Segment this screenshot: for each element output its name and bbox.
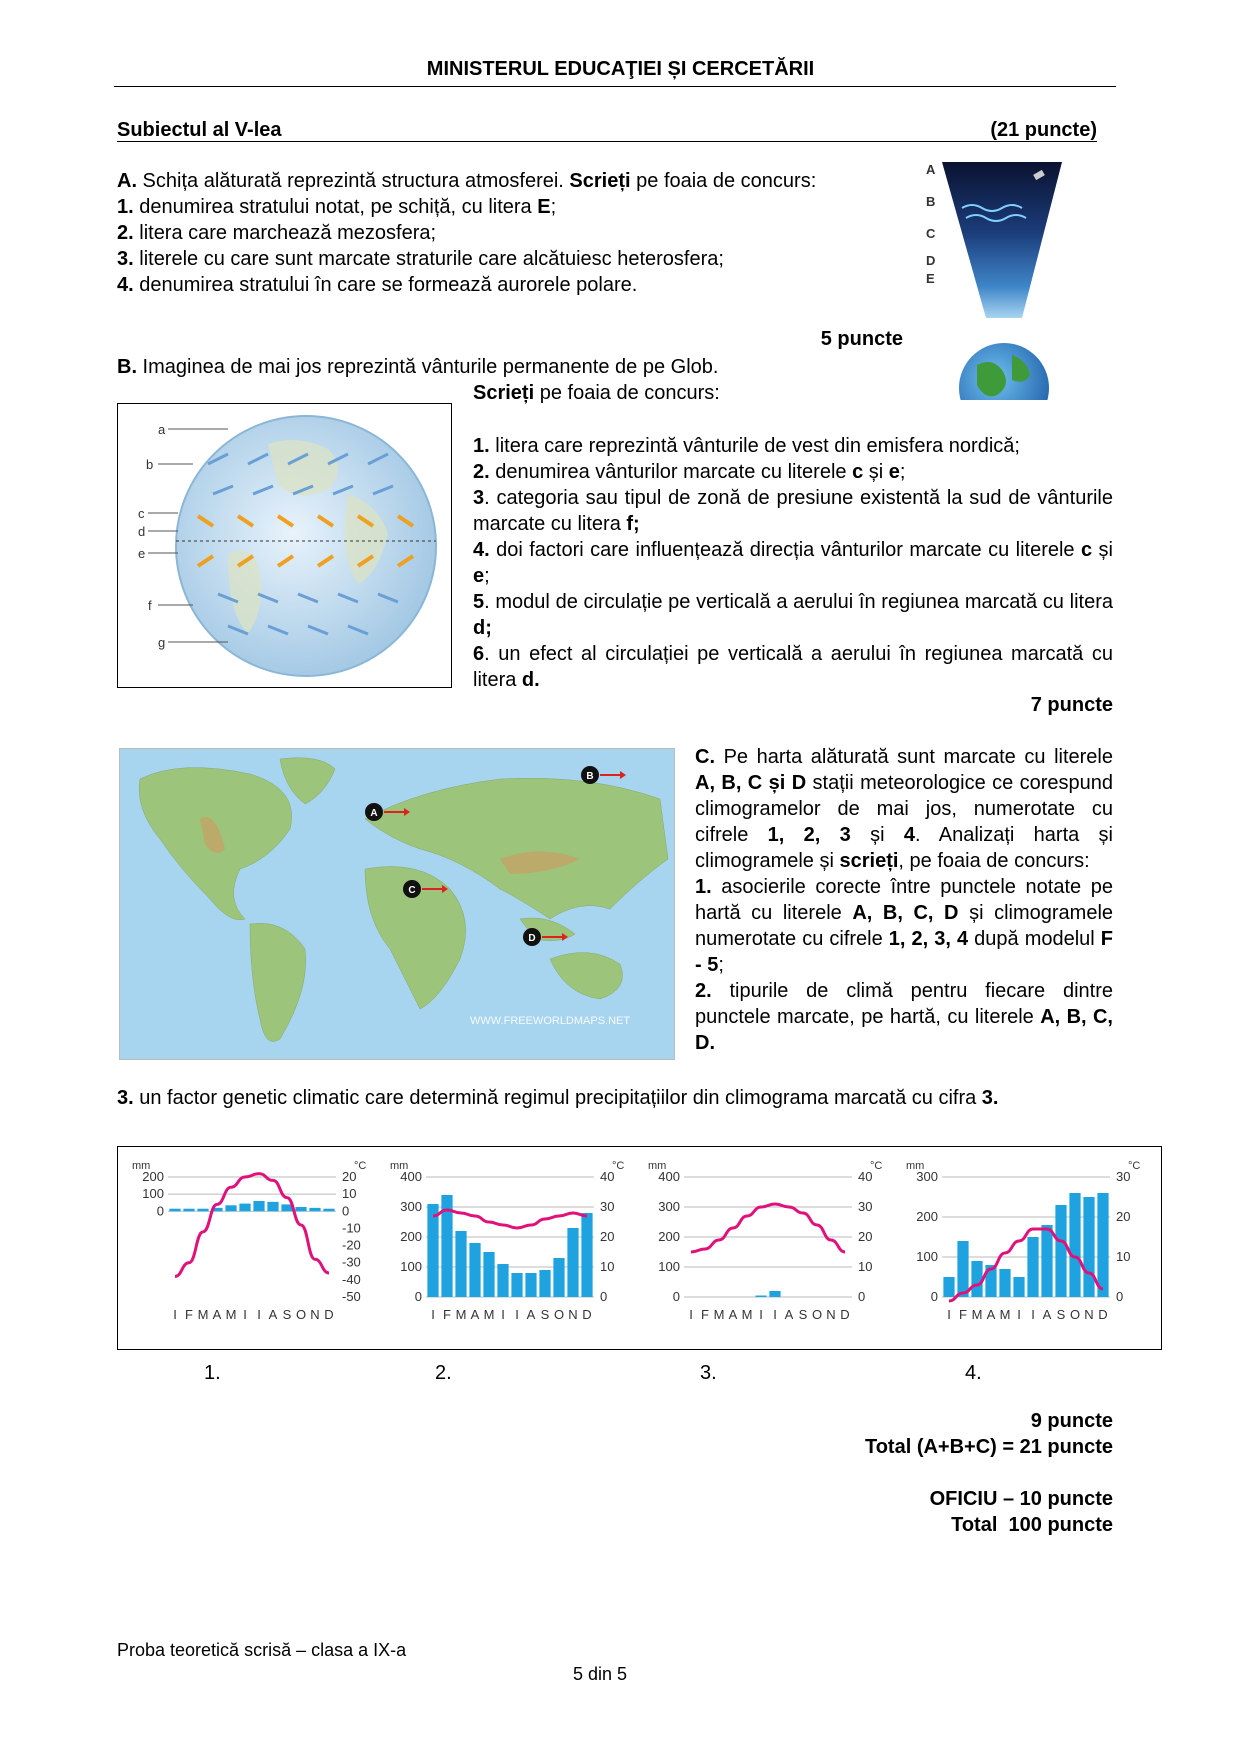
subject-points: (21 puncte) — [990, 119, 1097, 141]
ministry-header: MINISTERUL EDUCAŢIEI ȘI CERCETĂRII — [426, 58, 815, 80]
precip-bar — [323, 1209, 334, 1212]
subject-label: Subiectul al V-lea — [117, 119, 282, 141]
month-label: S — [540, 1307, 550, 1322]
section-a-points: 5 puncte — [820, 328, 903, 350]
month-label: F — [701, 1307, 709, 1322]
climogram-number: 2. — [435, 1362, 452, 1384]
climogram-3-svg — [644, 1157, 890, 1329]
precip-bar — [511, 1273, 522, 1297]
temperature-line — [175, 1174, 329, 1277]
month-label: M — [455, 1307, 467, 1322]
wind-label: b — [146, 457, 154, 472]
month-label: O — [811, 1307, 823, 1322]
month-label: F — [443, 1307, 451, 1322]
climogram-4-svg — [902, 1157, 1148, 1329]
month-label: A — [526, 1307, 536, 1322]
temp-tick-label: 40 — [858, 1169, 873, 1184]
precip-tick-label: 300 — [658, 1199, 680, 1214]
temp-tick-label: 20 — [600, 1229, 615, 1244]
precip-bar — [169, 1209, 180, 1212]
precip-tick-label: 400 — [658, 1169, 680, 1184]
section-b-item-3: 3. categoria sau tipul de zonă de presiune existentă la sud de vânturile marcate cu litera f; — [473, 487, 1113, 535]
section-a-item-2: 2. litera care marchează mezosfera; — [117, 222, 437, 244]
section-c-item-3: 3. un factor genetic climatic care determină regimul precipitațiilor din climograma marcată cu cifra 3. — [117, 1087, 999, 1109]
month-label: S — [1056, 1307, 1066, 1322]
precip-tick-label: 100 — [142, 1186, 164, 1202]
section-c-intro: C. Pe harta alăturată sunt marcate cu literele A, B, C și D stații meteorologice ce corespund climogramelor de mai jos, numerotate cu cifrele 1, 2, 3 și 4. Analizați harta și climogramele și scrieți, pe foaia de concurs: — [695, 746, 1114, 872]
svg-text:C: C — [408, 885, 416, 896]
month-label: M — [741, 1307, 753, 1322]
temp-tick-label: -10 — [342, 1220, 361, 1236]
month-label: I — [515, 1307, 519, 1322]
precip-bar — [971, 1261, 982, 1297]
section-b-item-1: 1. litera care reprezintă vânturile de vest din emisfera nordică; — [473, 435, 1020, 457]
temp-tick-label: 0 — [1116, 1289, 1124, 1304]
climogram-1-svg — [128, 1157, 374, 1329]
precip-tick-label: 0 — [672, 1289, 680, 1304]
month-label: D — [582, 1307, 592, 1322]
wind-label: f — [148, 598, 152, 613]
section-b-item-4: 4. doi factori care influențează direcția vânturilor marcate cu literele c și e; — [473, 539, 1114, 587]
temp-unit-label: °C — [1128, 1160, 1141, 1172]
precip-bar — [769, 1291, 780, 1297]
month-label: N — [568, 1307, 578, 1322]
globe-winds-figure — [117, 403, 452, 688]
month-label: D — [1098, 1307, 1108, 1322]
precip-tick-label: 200 — [916, 1209, 938, 1224]
temp-tick-label: 30 — [1116, 1169, 1131, 1184]
precip-tick-label: 100 — [400, 1259, 422, 1274]
month-label: O — [553, 1307, 565, 1322]
month-label: M — [483, 1307, 495, 1322]
climogram-number: 3. — [700, 1362, 717, 1384]
month-label: I — [501, 1307, 505, 1322]
precip-bar — [225, 1205, 236, 1211]
section-b-write: Scrieți pe foaia de concurs: — [473, 382, 720, 404]
climogram-3 — [644, 1157, 890, 1329]
month-label: I — [773, 1307, 777, 1322]
precip-bar — [295, 1207, 306, 1211]
month-label: I — [689, 1307, 693, 1322]
precip-bar — [581, 1213, 592, 1297]
month-label: I — [431, 1307, 435, 1322]
month-label: S — [282, 1307, 292, 1322]
temp-tick-label: -40 — [342, 1271, 361, 1287]
atmosphere-layers — [942, 162, 1062, 318]
section-a-item-4: 4. denumirea stratului în care se formează aurorele polare. — [117, 274, 638, 296]
month-label: I — [1017, 1307, 1021, 1322]
temp-tick-label: 30 — [600, 1199, 615, 1214]
precip-bar — [957, 1241, 968, 1297]
wind-label: c — [138, 506, 145, 521]
section-b-items — [473, 433, 1113, 693]
month-label: M — [971, 1307, 983, 1322]
month-label: A — [470, 1307, 480, 1322]
map-watermark: WWW.FREEWORLDMAPS.NET — [470, 1015, 631, 1027]
month-label: A — [784, 1307, 794, 1322]
month-label: A — [1042, 1307, 1052, 1322]
precip-bar — [183, 1209, 194, 1212]
precip-bar — [197, 1209, 208, 1212]
temp-tick-label: 40 — [600, 1169, 615, 1184]
precip-bar — [525, 1273, 536, 1297]
month-label: D — [324, 1307, 334, 1322]
climogram-number: 4. — [965, 1362, 982, 1384]
month-label: N — [310, 1307, 320, 1322]
precip-bar — [483, 1252, 494, 1297]
total-abc: Total (A+B+C) = 21 puncte — [864, 1436, 1113, 1458]
precip-unit-label: mm — [132, 1160, 151, 1172]
section-c-item-1: 1. asocierile corecte între punctele notate pe hartă cu literele A, B, C, D și climogramele numerotate cu cifrele 1, 2, 3, 4 după modelul F - 5; — [695, 876, 1114, 976]
wind-label: a — [158, 422, 166, 437]
precip-bar — [567, 1228, 578, 1297]
precip-bar — [1055, 1205, 1066, 1297]
precip-bar — [1013, 1277, 1024, 1297]
temp-tick-label: 20 — [858, 1229, 873, 1244]
oficiu-points: OFICIU – 10 puncte — [929, 1488, 1113, 1510]
climogram-number: 1. — [204, 1362, 221, 1384]
temp-tick-label: 0 — [858, 1289, 866, 1304]
precip-tick-label: 400 — [400, 1169, 422, 1184]
precip-bar — [309, 1208, 320, 1211]
precip-tick-label: 300 — [400, 1199, 422, 1214]
month-label: M — [225, 1307, 237, 1322]
precip-bar — [455, 1231, 466, 1297]
section-c-text — [695, 744, 1113, 1056]
atmosphere-label: B — [926, 194, 936, 209]
precip-bar — [239, 1204, 250, 1212]
precip-bar — [1097, 1193, 1108, 1297]
month-label: A — [728, 1307, 738, 1322]
section-b-item-2: 2. denumirea vânturilor marcate cu literele c și e; — [473, 461, 906, 483]
month-label: O — [295, 1307, 307, 1322]
month-label: I — [1031, 1307, 1035, 1322]
month-label: O — [1069, 1307, 1081, 1322]
section-b-points: 7 puncte — [1030, 694, 1113, 716]
month-label: I — [173, 1307, 177, 1322]
section-a-intro: A. Schița alăturată reprezintă structura atmosferei. Scrieți pe foaia de concurs: — [117, 170, 817, 192]
precip-tick-label: 200 — [658, 1229, 680, 1244]
precip-bar — [1083, 1197, 1094, 1297]
section-a-item-1: 1. denumirea stratului notat, pe schiță, cu litera E; — [117, 196, 557, 218]
precip-bar — [755, 1296, 766, 1298]
temp-tick-label: 10 — [600, 1259, 615, 1274]
precip-tick-label: 100 — [916, 1249, 938, 1264]
temp-unit-label: °C — [612, 1160, 625, 1172]
temp-tick-label: 20 — [1116, 1209, 1131, 1224]
precip-bar — [943, 1277, 954, 1297]
temp-tick-label: 0 — [342, 1203, 350, 1219]
precip-tick-label: 300 — [916, 1169, 938, 1184]
climogram-1 — [128, 1157, 374, 1329]
wind-label: e — [138, 546, 146, 561]
page-number: 5 din 5 — [572, 1664, 628, 1684]
month-label: M — [197, 1307, 209, 1322]
month-label: A — [268, 1307, 278, 1322]
world-map — [119, 748, 675, 1060]
precip-tick-label: 0 — [930, 1289, 938, 1304]
svg-text:D: D — [528, 933, 536, 944]
precip-bar — [253, 1201, 264, 1211]
section-b-intro: B. Imaginea de mai jos reprezintă vânturile permanente de pe Glob. — [117, 356, 719, 378]
header-rule — [114, 86, 1116, 87]
month-label: D — [840, 1307, 850, 1322]
footer-exam-title: Proba teoretică scrisă – clasa a IX-a — [117, 1640, 407, 1660]
month-label: N — [1084, 1307, 1094, 1322]
temp-tick-label: 20 — [342, 1169, 357, 1184]
svg-text:B: B — [586, 771, 594, 782]
month-label: M — [713, 1307, 725, 1322]
precip-bar — [1069, 1193, 1080, 1297]
month-label: A — [986, 1307, 996, 1322]
section-a — [117, 168, 917, 298]
temp-tick-label: 10 — [1116, 1249, 1131, 1264]
precip-bar — [469, 1243, 480, 1297]
temp-tick-label: 0 — [600, 1289, 608, 1304]
month-label: S — [798, 1307, 808, 1322]
month-label: I — [759, 1307, 763, 1322]
wind-label: d — [138, 524, 146, 539]
precip-tick-label: 200 — [400, 1229, 422, 1244]
temp-tick-label: -20 — [342, 1237, 361, 1253]
atmosphere-label: E — [926, 271, 935, 286]
precip-tick-label: 100 — [658, 1259, 680, 1274]
month-label: I — [243, 1307, 247, 1322]
section-a-item-3: 3. literele cu care sunt marcate straturile care alcătuiesc heterosfera; — [117, 248, 724, 270]
precip-bar — [1041, 1225, 1052, 1297]
section-b-item-5: 5. modul de circulație pe verticală a aerului în regiunea marcată cu litera d; — [473, 591, 1113, 639]
climogram-2 — [386, 1157, 632, 1329]
precip-unit-label: mm — [906, 1160, 925, 1172]
atmosphere-label: C — [926, 226, 936, 241]
temp-tick-label: -30 — [342, 1254, 361, 1270]
wind-label: g — [158, 635, 166, 650]
temp-tick-label: -50 — [342, 1289, 361, 1304]
month-label: I — [947, 1307, 951, 1322]
grand-total: Total 100 puncte — [951, 1514, 1113, 1536]
atmosphere-label: D — [926, 253, 936, 268]
precip-bar — [999, 1269, 1010, 1297]
month-label: M — [999, 1307, 1011, 1322]
precip-bar — [539, 1270, 550, 1297]
temp-unit-label: °C — [354, 1160, 367, 1172]
precip-bar — [427, 1204, 438, 1297]
precip-bar — [497, 1264, 508, 1297]
section-c-item-2: 2. tipurile de climă pentru fiecare dintre punctele marcate, pe hartă, cu literele A, B, C, D. — [695, 980, 1113, 1054]
temp-unit-label: °C — [870, 1160, 883, 1172]
section-c-points: 9 puncte — [1030, 1410, 1113, 1432]
atmosphere-label: A — [926, 162, 936, 177]
month-label: F — [959, 1307, 967, 1322]
precip-tick-label: 200 — [142, 1169, 164, 1184]
temperature-line — [433, 1210, 587, 1228]
svg-text:A: A — [370, 808, 378, 819]
precip-tick-label: 0 — [156, 1203, 164, 1219]
temp-tick-label: 10 — [858, 1259, 873, 1274]
precip-unit-label: mm — [648, 1160, 667, 1172]
precip-bar — [267, 1202, 278, 1211]
climogram-2-svg — [386, 1157, 632, 1329]
temp-tick-label: 30 — [858, 1199, 873, 1214]
month-label: A — [212, 1307, 222, 1322]
climogram-4 — [902, 1157, 1148, 1329]
subject-title — [117, 119, 1097, 142]
month-label: N — [826, 1307, 836, 1322]
temp-tick-label: 10 — [342, 1186, 357, 1202]
section-b-item-6: 6. un efect al circulației pe verticală a aerului în regiunea marcată cu litera d. — [473, 643, 1113, 691]
month-label: I — [257, 1307, 261, 1322]
precip-tick-label: 0 — [414, 1289, 422, 1304]
precip-bar — [1027, 1237, 1038, 1297]
climograms-panel — [117, 1146, 1162, 1350]
temperature-line — [691, 1204, 845, 1252]
precip-unit-label: mm — [390, 1160, 409, 1172]
precip-bar — [553, 1258, 564, 1297]
month-label: F — [185, 1307, 193, 1322]
